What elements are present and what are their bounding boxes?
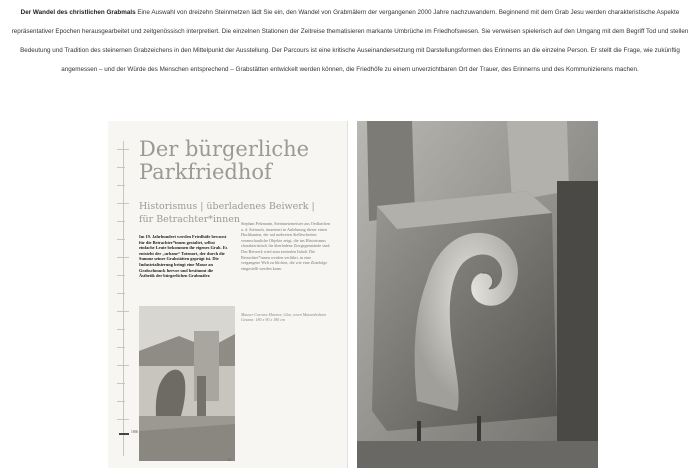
subtitle-line-2: für Betrachter*innen xyxy=(139,214,241,225)
intro-lead: Der Wandel des christlichen Grabmals xyxy=(20,9,136,16)
intro-column-text: Im 19. Jahrhundert werden Friedhöfe bewusst für die Betrachter*innen gestaltet, selbst einfache Leute bekommen ihr eigenes Grab. Es entsteht der „urbane“ Totenort, der durch die Summe seiner Grabstätten geprägt ist. Die Industrialisierung bringt eine Masse an Grabschmuck hervor und bestimmt die Ästhetik der bürgerlichen Grabmäler. xyxy=(139,234,228,279)
intro-body: Eine Auswahl von dreizehn Steinmetzen lädt Sie ein, den Wandel von Grabmälern der vergangenen 2000 Jahre nachzuwandern. Beginnend mit dem Grab Jesu werden charakteristische Aspekte repräsentativer Epochen herausgearbeitet und zeitgenössisch interpretiert. Die einzelnen Stationen der Zeitreise thematisieren markante Umbrüche im Friedhofswesen. Sie verweisen spielerisch auf den Umgang mit dem Begriff Tod und stellen Bedeutung und Tradition des steinernen Grabzeichens in den Mittelpunkt der Ausstellung. Der Parcours ist eine kritische Auseinandersetzung mit Darstellungsformen des Erinnerns an die einzelne Person. Er stellt die Frage, wie zukünftig angemessen – und der Würde des Menschen entsprechend – Grabstätten entwickelt werden können, die Friedhöfe zu einem unverzichtbaren Ort der Trauer, des Erinnerns und des Kommunizierens machen. xyxy=(11,9,689,73)
thumbnail-photo xyxy=(139,306,235,461)
catalog-spread xyxy=(108,121,598,468)
intro-paragraph xyxy=(6,3,694,79)
title-line-2: Parkfriedhof xyxy=(139,160,272,184)
thumbnail-photo-image xyxy=(139,306,235,461)
page-title xyxy=(139,138,339,184)
title-line-1: Der bürgerliche xyxy=(139,137,310,161)
right-page-photo xyxy=(357,121,598,468)
artist-column-text: Stephan Pelzmann, Steinmetzmeister aus Oedlarchen a. d. Steinach, inszeniert in Anlehnung dieser einen Hochkanten, der auf mehreren Stelleschreien veranschauliche Objekte zeigt, die ins Historismus charakteristisch für überladene Ziergegenstände sind. Das Beiwerk wird zum zentralen Inhalt. Die Betrachter*innen werden verführt, in eine vergangene Welt zu blicken, die wie eine Zitatfolge eingestellt werden kann. xyxy=(241,221,331,271)
timeline-ruler xyxy=(117,141,137,456)
year-label: 1860 xyxy=(131,430,139,434)
page-number: 14 xyxy=(227,457,231,462)
left-page xyxy=(108,121,348,468)
sculpture-photo xyxy=(357,121,598,468)
year-marker xyxy=(119,433,129,435)
artwork-caption: Mauser Carrara Marmor, Glas, rosen Mutzenbohnen Gesamt: 180 x 90 x 180 cm xyxy=(241,312,327,323)
subtitle-line-1: Historismus | überladenes Beiwerk | xyxy=(139,201,315,212)
